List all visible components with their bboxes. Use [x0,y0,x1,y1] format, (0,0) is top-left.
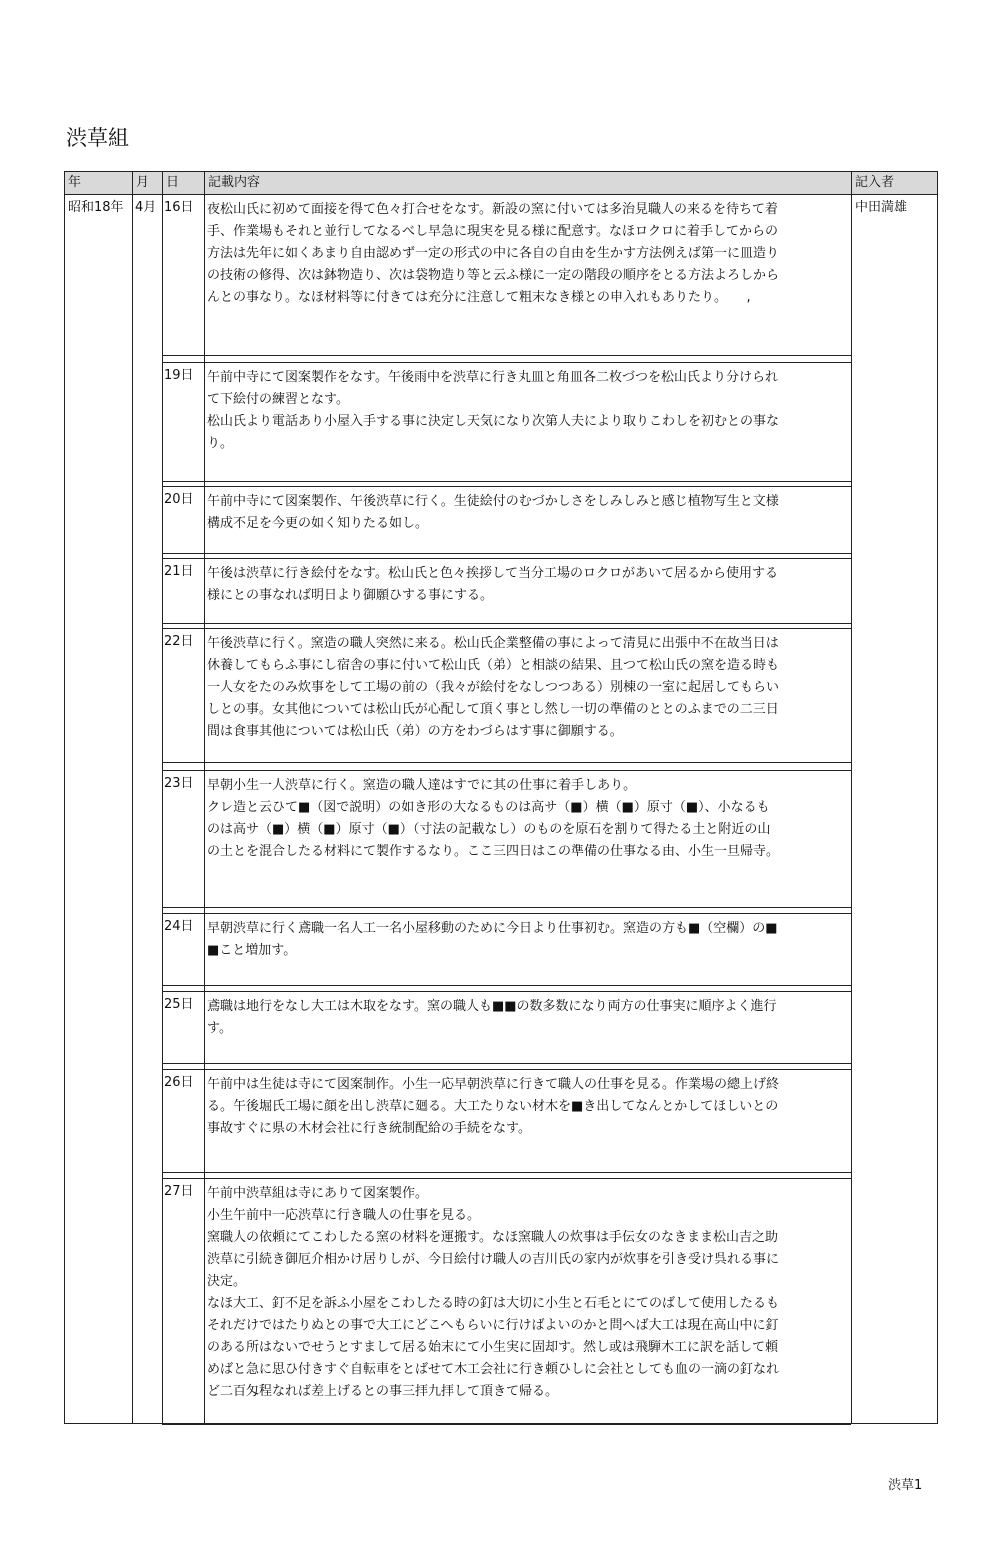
diary-entry [162,486,851,554]
entry-day: 20日 [164,492,194,507]
diary-table [64,171,938,1424]
entry-day: 27日 [164,1184,194,1199]
header-day: 日 [162,172,204,194]
page-number: 渋草1 [888,1478,923,1493]
header-year: 年 [68,175,82,190]
entry-day: 19日 [164,368,194,383]
diary-entry [162,1178,851,1425]
diary-entry [162,195,851,356]
entry-day: 16日 [164,200,194,215]
header-month: 月 [132,172,162,194]
diary-entry [162,1069,851,1173]
diary-entry [162,913,851,986]
year-cell: 昭和18年 [68,200,124,215]
diary-entry [162,770,851,908]
entry-text: 早朝小生一人渋草に行く。窯造の職人達はすでに其の仕事に着手しあり。 クレ造と云ひて■（図で説明）の如き形の大なるものは高サ（■）横（■）原寸（■）、小なるも のは高サ（■）横（■）原寸（■）（寸法の記載なし）のものを原石を割りて得たる土と附近の山 の土とを混合したる材料にて製作するなり。ここ三四日はこの準備の仕事なる由、小生一旦帰寺。 [207,778,780,859]
entry-day: 22日 [164,634,194,649]
entry-text: 鳶職は地行をなし大工は木取をなす。窯の職人も■■の数多数になり両方の仕事実に順序よく進行 す。 [207,999,777,1036]
column-divider [851,195,852,1423]
table-body [65,195,937,1423]
entry-day: 23日 [164,776,194,791]
entry-day: 21日 [164,564,194,579]
diary-entry [162,558,851,624]
page-title: 渋草組 [66,126,129,150]
entry-day: 25日 [164,997,194,1012]
column-divider [132,195,133,1423]
entry-text: 早朝渋草に行く鳶職一名人工一名小屋移動のために今日より仕事初む。窯造の方も■（空欄）の■ ■こと増加す。 [207,921,778,958]
entry-text: 夜松山氏に初めて面接を得て色々打合せをなす。新設の窯に付いては多治見職人の来るを待ちて着 手、作業場もそれと並行してなるべし早急に現実を見る様に配意す。なほロクロに着手してからの 方法は先年に如くあまり自由認めず一定の形式の中に各自の自由を生かす方法例えば第一に皿造り の技術の修得、次は鉢物造り、次は袋物造り等と云ふ様に一定の階段の順序をとる方法よろしから んとの事なり。なほ材料等に付きては充分に注意して粗末なき様との申入れもありたり。 , [207,202,780,305]
entry-text: 午前中寺にて図案製作、午後渋草に行く。生徒絵付のむづかしさをしみしみと感じ植物写生と文様 構成不足を今更の如く知りたる如し。 [207,494,779,531]
diary-entry [162,628,851,763]
entry-text: 午前中寺にて図案製作をなす。午後雨中を渋草に行き丸皿と角皿各二枚づつを松山氏より分けられ て下絵付の練習となす。 松山氏より電話あり小屋入手する事に決定し天気になり次第人夫により取りこわしを初むとの事な り。 [207,370,780,451]
diary-entry [162,362,851,482]
header-writer: 記入者 [851,172,937,194]
entry-text: 午後渋草に行く。窯造の職人突然に来る。松山氏企業整備の事によって清見に出張中不在故当日は 休養してもらふ事にし宿舎の事に付いて松山氏（弟）と相談の結果、且つて松山氏の窯を造る時も 一人女をたのみ炊事をして工場の前の（我々が絵付をなしつつある）別棟の一室に起居してもらい しとの事。女其他については松山氏が心配して頂く事とし然し一切の準備のととのふまでの二三日 間は食事其他については松山氏（弟）の方をわづらはす事に御願する。 [207,636,780,739]
month-cell: 4月 [135,200,157,215]
table-header [65,172,937,195]
entry-text: 午後は渋草に行き絵付をなす。松山氏と色々挨拶して当分工場のロクロがあいて居るから使用する 様にとの事なれば明日より御願ひする事にする。 [207,566,778,603]
diary-entry [162,991,851,1064]
entry-text: 午前中渋草組は寺にありて図案製作。 小生午前中一応渋草に行き職人の仕事を見る。 窯職人の依頼にてこわしたる窯の材料を運搬す。なほ窯職人の炊事は手伝女のなきまま松山吉之助 渋草に引続き御厄介相かけ居りしが、今日絵付け職人の吉川氏の家内が炊事を引き受け呉れる事に 決定。 なほ大工、釘不足を訴ふ小屋をこわしたる時の釘は大切に小生と石毛とにてのばして使用したるも それだけではたりぬとの事で大工にどこへもらいに行けばよいのかと問へば大工は現在高山中に釘 のある所はないでせうとすまして居る始末にて小生実に固却す。然し或は飛騨木工に訳を話して頼 めばと急に思ひ付きすぐ自転車をとばせて木工会社に行き頼ひしに会社としても血の一滴の釘なれ ど二百匁程なれば差上げるとの事三拝九拝して頂きて帰る。 [207,1186,780,1399]
entry-text: 午前中は生徒は寺にて図案制作。小生一応早朝渋草に行きて職人の仕事を見る。作業場の總上げ終 る。午後堀氏工場に顔を出し渋草に廻る。大工たりない材木を■き出してなんとかしてほしいとの 事故すぐに県の木材会社に行き統制配給の手続をなす。 [207,1077,780,1136]
entry-day: 24日 [164,919,194,934]
header-content: 記載内容 [204,172,851,194]
entry-day: 26日 [164,1075,194,1090]
writer-cell: 中田満雄 [855,200,908,215]
